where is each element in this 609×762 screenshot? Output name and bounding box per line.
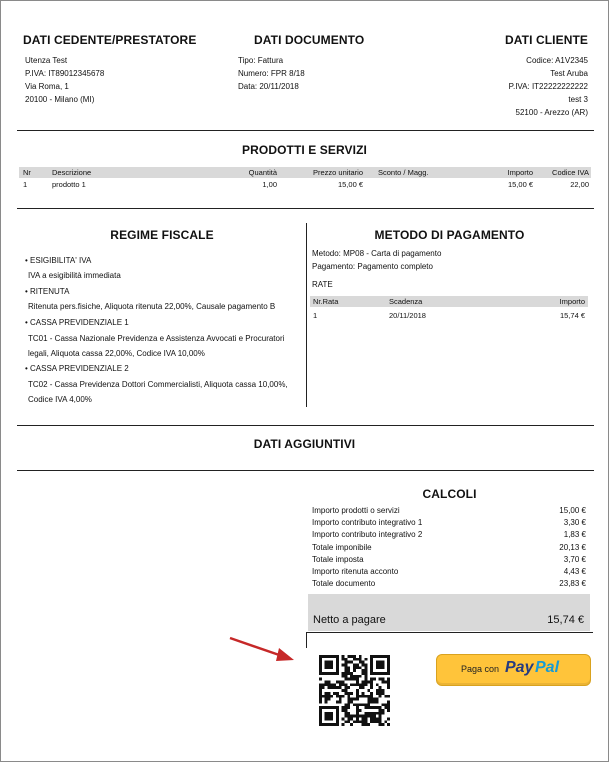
calc-label: Totale imposta [312,555,364,564]
document-heading: DATI DOCUMENTO [254,33,365,47]
calc-value: 20,13 € [559,543,586,552]
row-prezzo: 15,00 € [337,180,363,189]
seller-address: Via Roma, 1 [25,82,69,91]
row-descrizione: prodotto 1 [52,180,86,189]
regime-line: • CASSA PREVIDENZIALE 2 [25,364,129,373]
client-city: 52100 - Arezzo (AR) [515,108,588,117]
calc-label: Importo ritenuta acconto [312,567,399,576]
payment-status: Pagamento: Pagamento completo [312,262,433,271]
row-nr: 1 [23,180,28,189]
rate-row-importo: 15,74 € [559,311,585,320]
regime-line: TC01 - Cassa Nazionale Previdenza e Assistenza Avvocati e Procuratori [28,334,285,343]
rate-col-importo: Importo [559,297,585,306]
calc-row [312,554,586,566]
calc-label: Importo contributo integrativo 2 [312,530,423,539]
client-code: Codice: A1V2345 [526,56,588,65]
calc-row [312,529,586,541]
calc-label: Totale documento [312,579,376,588]
red-arrow-icon [227,635,297,665]
seller-city: 20100 - Milano (MI) [25,95,95,104]
paypal-pay-button[interactable] [436,654,591,686]
calc-value: 23,83 € [559,579,586,588]
paypal-logo-pay: Pay [505,659,534,676]
seller-heading: DATI CEDENTE/PRESTATORE [23,33,197,47]
regime-line: TC02 - Cassa Previdenza Dottori Commercialisti, Aliquota cassa 10,00%, [28,380,288,389]
calc-row [312,566,586,578]
col-quantita: Quantità [248,168,277,177]
calc-value: 1,83 € [563,530,586,539]
net-to-pay-box [308,594,590,631]
regime-line: IVA a esigibilità immediata [28,271,121,280]
divider [17,130,594,131]
col-descrizione: Descrizione [52,168,92,177]
client-vat: P.IVA: IT22222222222 [508,82,588,91]
payment-method: Metodo: MP08 - Carta di pagamento [312,249,442,258]
client-heading: DATI CLIENTE [505,33,588,47]
calc-label: Importo contributo integrativo 1 [312,518,423,527]
rate-col-nr: Nr.Rata [313,297,339,306]
row-importo: 15,00 € [507,180,533,189]
document-number: Numero: FPR 8/18 [238,69,305,78]
row-quantita: 1,00 [262,180,277,189]
calc-row [312,517,586,529]
seller-vat: P.IVA: IT89012345678 [25,69,105,78]
client-name: Test Aruba [550,69,588,78]
calc-label: Importo prodotti o servizi [312,506,400,515]
calc-bottom-tick [306,632,307,648]
products-heading: PRODOTTI E SERVIZI [242,143,367,157]
calc-value: 3,30 € [563,518,586,527]
regime-heading: REGIME FISCALE [110,228,214,242]
qr-code-icon[interactable] [319,655,390,726]
col-prezzo: Prezzo unitario [312,168,363,177]
client-address: test 3 [568,95,588,104]
regime-line: Ritenuta pers.fisiche, Aliquota ritenuta 22,00%, Causale pagamento B [28,302,276,311]
calc-label: Totale imponibile [312,543,372,552]
net-to-pay-value: 15,74 € [547,614,584,626]
document-type: Tipo: Fattura [238,56,284,65]
net-to-pay-label: Netto a pagare [313,614,386,626]
regime-line: legali, Aliquota cassa 22,00%, Codice IVA 10,00% [28,349,205,358]
regime-line: • RITENUTA [25,287,70,296]
row-codice-iva: 22,00 [570,180,589,189]
calc-row [312,542,586,554]
payment-heading: METODO DI PAGAMENTO [374,228,525,242]
regime-line: • ESIGIBILITA' IVA [25,256,92,265]
vertical-divider [306,223,307,407]
paypal-prefix: Paga con [461,664,500,674]
calc-value: 3,70 € [563,555,586,564]
col-codice-iva: Codice IVA [552,168,589,177]
seller-name: Utenza Test [25,56,68,65]
divider [17,208,594,209]
rate-row-nr: 1 [313,311,318,320]
col-sconto: Sconto / Magg. [378,168,429,177]
paypal-logo-pal: Pal [535,659,560,676]
calc-row [312,505,586,517]
calc-bottom-line [306,632,593,633]
divider [17,425,594,426]
regime-line: • CASSA PREVIDENZIALE 1 [25,318,129,327]
col-nr: Nr [23,168,31,177]
calc-value: 4,43 € [563,567,586,576]
calc-heading: CALCOLI [422,487,477,501]
calc-value: 15,00 € [559,506,586,515]
rate-row-scadenza: 20/11/2018 [389,311,426,320]
rate-col-scadenza: Scadenza [389,297,423,306]
regime-line: Codice IVA 4,00% [28,395,92,404]
col-importo: Importo [507,168,533,177]
calc-row [312,578,586,590]
document-date: Data: 20/11/2018 [238,82,299,91]
rate-label: RATE [312,280,333,289]
extra-heading: DATI AGGIUNTIVI [253,437,356,451]
divider [17,470,594,471]
